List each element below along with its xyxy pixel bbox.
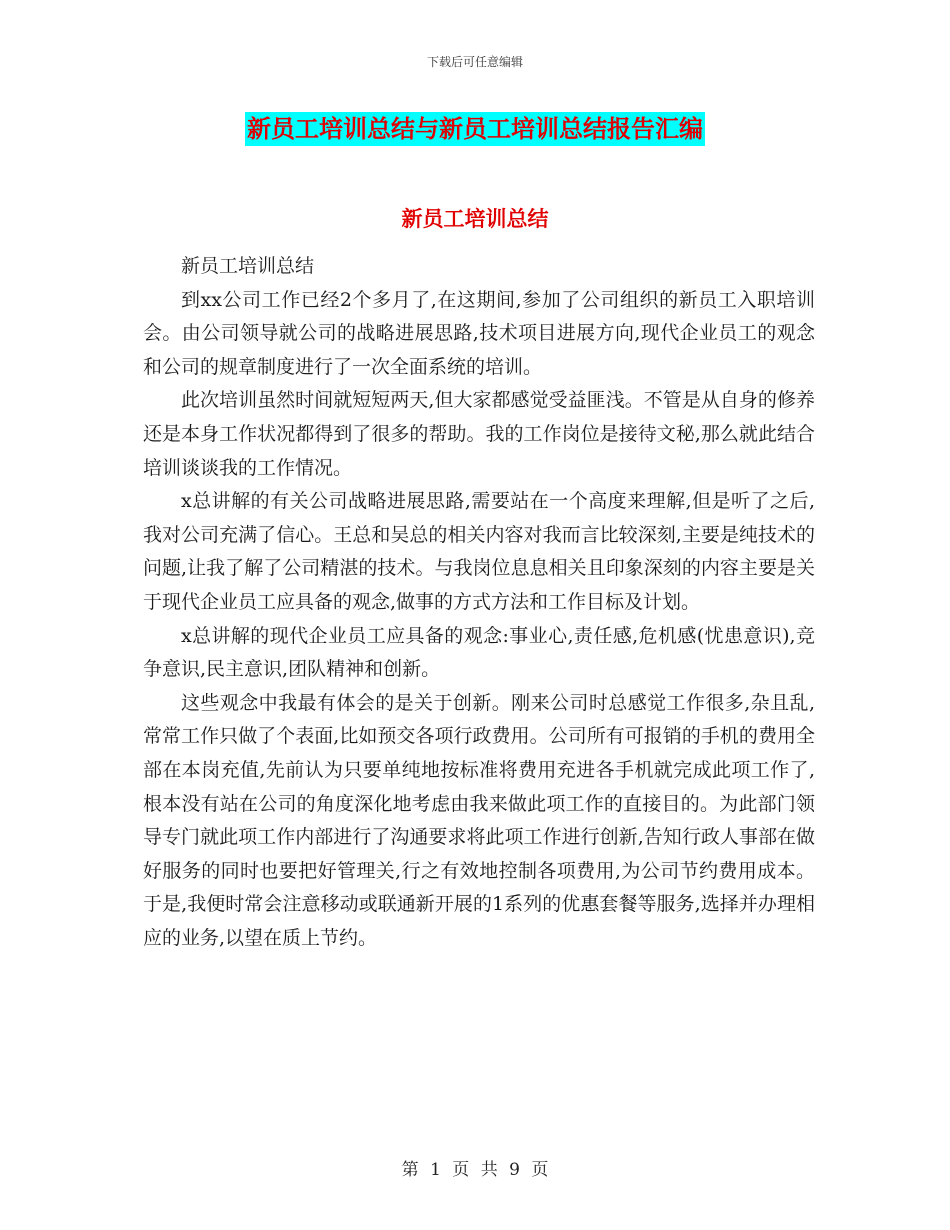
document-title: 新员工培训总结与新员工培训总结报告汇编 <box>245 112 705 146</box>
paragraph: 新员工培训总结 <box>181 255 315 277</box>
page-number-footer: 第 1 页 共 9 页 <box>401 1160 549 1180</box>
document-body <box>143 250 815 955</box>
paragraph: x总讲解的现代企业员工应具备的观念:事业心,责任感,危机感(忧患意识),竞争意识,民主意识,团队精神和创新。 <box>143 624 815 681</box>
paragraph: x总讲解的有关公司战略进展思路,需要站在一个高度来理解,但是听了之后,我对公司充满了信心。王总和吴总的相关内容对我而言比较深刻,主要是纯技术的问题,让我了解了公司精湛的技术。与我岗位息息相关且印象深刻的内容主要是关于现代企业员工应具备的观念,做事的方式方法和工作目标及计划。 <box>143 490 815 613</box>
document-title-container <box>0 112 950 146</box>
paragraph: 这些观念中我最有体会的是关于创新。刚来公司时总感觉工作很多,杂且乱,常常工作只做了个表面,比如预交各项行政费用。公司所有可报销的手机的费用全部在本岗充值,先前认为只要单纯地按标准将费用充进各手机就完成此项工作了,根本没有站在公司的角度深化地考虑由我来做此项工作的直接目的。为此部门领导专门就此项工作内部进行了沟通要求将此项工作进行创新,告知行政人事部在做好服务的同时也要把好管理关,行之有效地控制各项费用,为公司节约费用成本。于是,我便时常会注意移动或联通新开展的1系列的优惠套餐等服务,选择并办理相应的业务,以望在质上节约。 <box>143 691 815 949</box>
page-header-note: 下载后可任意编辑 <box>426 55 523 69</box>
paragraph: 到xx公司工作已经2个多月了,在这期间,参加了公司组织的新员工入职培训会。由公司领导就公司的战略进展思路,技术项目进展方向,现代企业员工的观念和公司的规章制度进行了一次全面系统的培训。 <box>143 288 815 378</box>
paragraph: 此次培训虽然时间就短短两天,但大家都感觉受益匪浅。不管是从自身的修养还是本身工作状况都得到了很多的帮助。我的工作岗位是接待文秘,那么就此结合培训谈谈我的工作情况。 <box>143 389 815 479</box>
section-title: 新员工培训总结 <box>401 207 549 231</box>
